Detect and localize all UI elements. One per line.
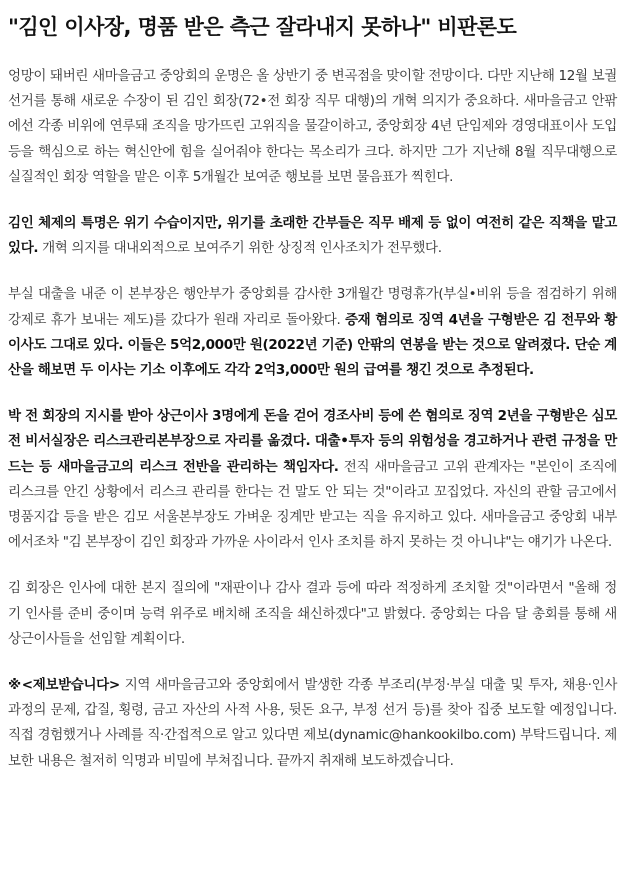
paragraph-text: 전직 새마을금고 고위 관계자는 "본인이 조직에 리스크를 안긴 상황에서 리스크 관리를 한다는 건 말도 안 되는 것"이라고 꼬집었다. 자신의 관할 금고에서 명품지갑 등을 받은 김모 서울본부장도 가벼운 징계만 받고는 직을 유지하고 있다. 새마을금고 중앙회 내부에서조차 "김 본부장이 김인 회장과 가까운 사이라서 인사 조치를 하지 못하는 것 아니냐"는 얘기가 나온다. bbox=[8, 458, 617, 551]
paragraph-text: 지역 새마을금고와 중앙회에서 발생한 각종 부조리(부정·부실 대출 및 투자, 채용·인사 과정의 문제, 갑질, 횡령, 금고 자산의 사적 사용, 뒷돈 요구, 부정 선거 등)를 찾아 집중 보도할 예정입니다. 직접 경험했거나 사례를 직·간접적으로 알고 있다면 제보(dynamic@hankookilbo.com) 부탁드립니다. 제보한 내용은 철저히 익명과 비밀에 부쳐집니다. 끝까지 취재해 보도하겠습니다. bbox=[8, 677, 618, 769]
tip-heading: ※<제보받습니다> bbox=[8, 677, 120, 694]
highlight-text: 박 전 회장의 지시를 받아 상근이사 3명에게 돈을 걷어 경조사비 등에 쓴 혐의로 징역 2년을 구형받은 심모 전 비서실장은 리스크관리본부장으로 자리를 옮겼다. 대출•투자 등의 위험성을 경고하거나 관련 규정을 만드는 등 새마을금고의 리스크 전반을 관리하는 책임자다. bbox=[8, 408, 617, 475]
highlight-text: 증재 혐의로 징역 4년을 구형받은 김 전무와 황 이사도 그대로 있다. 이들은 5억2,000만 원(2022년 기준) 안팎의 연봉을 받는 것으로 알려졌다. 단순 계산을 해보면 두 이사는 기소 이후에도 각각 2억3,000만 원의 급여를 챙긴 것으로 추정된다. bbox=[8, 311, 617, 379]
paragraph-intro bbox=[8, 64, 617, 190]
paragraph-executives bbox=[8, 282, 617, 383]
highlight-text: 김인 체제의 특명은 위기 수습이지만, 위기를 초래한 간부들은 직무 배제 등 없이 여전히 같은 직책을 맡고 있다. bbox=[8, 215, 617, 257]
paragraph-risk-manager bbox=[8, 404, 617, 555]
paragraph-text: 부실 대출을 내준 이 본부장은 행안부가 중앙회를 감사한 3개월간 명령휴가(부실•비위 등을 점검하기 위해 강제로 휴가 보내는 제도)를 갔다가 원래 자리로 돌아왔다. bbox=[8, 286, 617, 328]
article-title: "김인 이사장, 명품 받은 측근 잘라내지 못하나" 비판론도 bbox=[8, 15, 517, 39]
paragraph-tip-request bbox=[8, 673, 617, 774]
paragraph-text: 김 회장은 인사에 대한 본지 질의에 "재판이나 감사 결과 등에 따라 적정하게 조치할 것"이라면서 "올해 정기 인사를 준비 중이며 능력 위주로 배치해 조직을 쇄신하겠다"고 밝혔다. 중앙회는 다음 달 총회를 통해 새 상근이사들을 선임할 계획이다. bbox=[8, 580, 617, 647]
paragraph-reform-status bbox=[8, 211, 617, 261]
paragraph-chairman-response bbox=[8, 576, 617, 652]
paragraph-text: 개혁 의지를 대내외적으로 보여주기 위한 상징적 인사조치가 전무했다. bbox=[38, 240, 442, 257]
paragraph-intro-text: 엉망이 돼버린 새마을금고 중앙회의 운명은 올 상반기 중 변곡점을 맞이할 전망이다. 다만 지난해 12월 보궐선거를 통해 새로운 수장이 된 김인 회장(72•전 회장 직무 대행)의 개혁 의지가 중요하다. 새마을금고 안팎에선 각종 비위에 연루돼 조직을 망가뜨린 고위직을 물갈이하고, 중앙회장 4년 단임제와 경영대표이사 도입 등을 핵심으로 하는 혁신안에 힘을 실어줘야 한다는 목소리가 크다. 하지만 그가 지난해 8월 직무대행으로 실질적인 회장 역할을 맡은 이후 5개월간 보여준 행보를 보면 물음표가 찍힌다. bbox=[8, 68, 617, 185]
